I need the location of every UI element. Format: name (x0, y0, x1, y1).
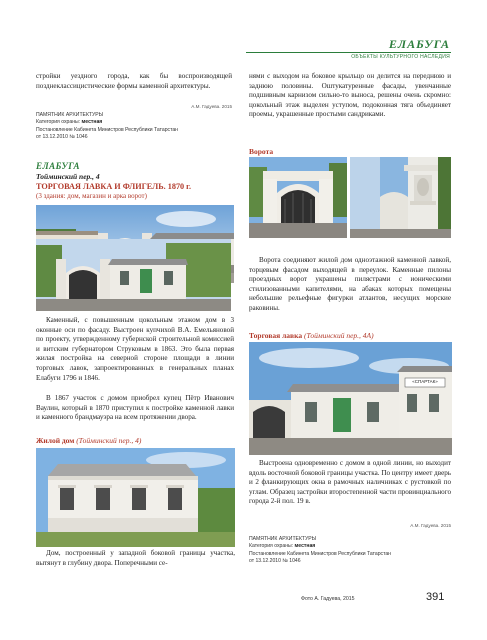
paragraph-history-1: Каменный, с повышенным цокольным этажом дом в 3 оконные оси по фасаду. Выстроен купчихой В.А. Емельяновой по проекту, утвержденному губернской строительной комиссией и витским губернатором Струковым в 1863. Это была первая жилая постройка на северной стороне площади в линии торговых лавок, запроектированных в генеральных планах Елабуги 1796 и 1846. (36, 316, 234, 382)
continued-text-right: нями с выходом на боковое крыльцо он делится на переднюю и заднюю половины. Оштукатуренные фасады, увенчанные подшивным карнизом сильно-то выноса, решены очень скромно: цокольный этаж выделен уступом, подоконная тяга объединяет проемы, украшенные простыми сандриками. (249, 72, 451, 119)
header-rule (246, 52, 451, 53)
monument-type: ПАМЯТНИК АРХИТЕКТУРЫ (36, 112, 104, 118)
paragraph-house-description: Дом, построенный у западной боковой границы участка, вытянут в глубину двора. Поперечными се- (36, 549, 235, 567)
decree-text: Постановление Кабинета Министров Республики Татарстан (249, 550, 391, 557)
running-header-subtitle: ОБЪЕКТЫ КУЛЬТУРНОГО НАСЛЕДИЯ (351, 54, 450, 60)
author-credit-right: А.М. Гадуева. 2015 (410, 523, 451, 528)
monument-type: ПАМЯТНИК АРХИТЕКТУРЫ (249, 536, 317, 542)
photo-gate-pilon-detail (350, 157, 451, 238)
city-heading: ЕЛАБУГА (36, 161, 81, 171)
monument-info-left (36, 112, 236, 142)
object-title: ТОРГОВАЯ ЛАВКА И ФЛИГЕЛЬ. 1870 г. (36, 182, 192, 191)
photo-gates-arch (249, 157, 347, 238)
page-number: 391 (426, 591, 445, 603)
running-header-title: ЕЛАБУГА (388, 37, 450, 51)
monument-info-right (249, 536, 454, 566)
shop-sign-label: «СПАРТАК» (412, 379, 438, 384)
author-credit-left: А.М. Гадуева. 2015 (191, 104, 232, 109)
decree-date: от 13.12.2010 № 1046 (249, 558, 301, 565)
section-label-vorota: Ворота (249, 147, 274, 156)
photo-credit: Фото А. Гадуева, 2015 (301, 596, 355, 602)
continued-text-left: стройки уездного города, как бы воспроизводящей позднеклассицистические формы каменной архитектуры. (36, 72, 232, 90)
photo-trade-shop (249, 342, 452, 455)
paragraph-history-2: В 1867 участок с домом приобрел купец Пётр Иванович Ваулин, который в 1870 приступил к постройке каменной лавки и каменного брандмауэра на всем протяжении двора. (36, 394, 234, 422)
photo-residential-house (36, 448, 235, 547)
protection-category: Категория охраны: местная (249, 543, 316, 550)
paragraph-vorota: Ворота соединяют жилой дом одноэтажной каменной лавкой, торцевым фасадом выходящей в переулок. Каменные пилоны проездных ворот украшены пилястрами с ионическими стилизованными капителями, на абаках которых помещены небольшие рельефные фигурки атлантов, несущих морские раковины. (249, 256, 451, 312)
section-label-zhiloy-dom: Жилой дом (Тойминский пер., 4) (36, 436, 142, 445)
object-subtitle: (3 здания: дом, магазин и арка ворот) (36, 192, 147, 200)
section-label-torgovaya-lavka: Торговая лавка (Тойминский пер., 4А) (249, 331, 374, 340)
protection-category: Категория охраны: местная (36, 119, 103, 126)
decree-text: Постановление Кабинета Министров Республики Татарстан (36, 126, 178, 133)
paragraph-lavka: Выстроена одновременно с домом в одной линии, но выходит вдоль восточной боковой границы участка. По центру имеет дверь и 2 фланкирующих окна в рамочных наличниках с руcтовкой по углам. Образец застройки второстепенной части провинциального города 2-й пол. 19 в. (249, 459, 451, 506)
decree-date: от 13.12.2010 № 1046 (36, 134, 88, 141)
street-address: Тойминский пер., 4 (36, 172, 100, 181)
photo-house-and-gate (36, 239, 231, 311)
